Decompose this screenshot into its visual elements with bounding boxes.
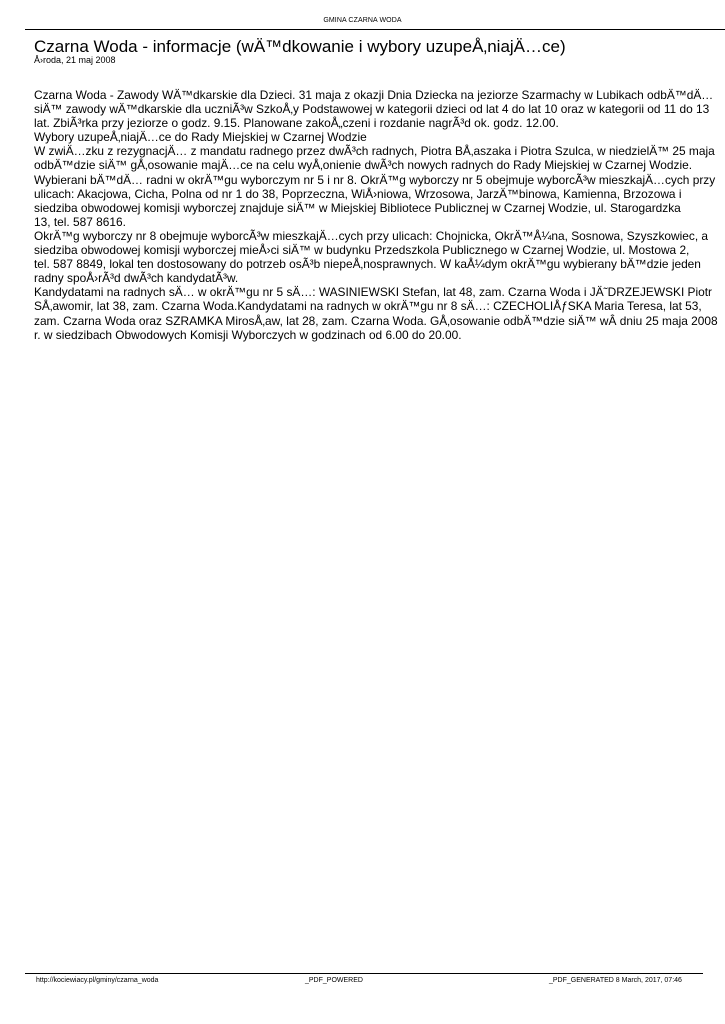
article-body (34, 88, 725, 342)
article-line: Czarna Woda - Zawody WÄ™dkarskie dla Dzieci. 31 maja z okazji Dnia Dziecka na jeziorze Szarmachy w Lubikach odbÄ™dÄ… (34, 88, 714, 102)
article-title: Czarna Woda - informacje (wÄ™dkowanie i wybory uzupeÅ‚niajÄ…ce) (34, 37, 566, 56)
footer-generated: _PDF_GENERATED 8 March, 2017, 07:46 (549, 977, 682, 984)
header-divider (25, 29, 725, 30)
footer-divider (25, 973, 703, 974)
article-line: Kandydatami na radnych sÄ… w okrÄ™gu nr 5 sÄ…: WASINIEWSKI Stefan, lat 48, zam. Czarna Woda i JÄ˜DRZEJEWSKI Piotr (34, 285, 713, 300)
article-line: W zwiÄ…zku z rezygnacjÄ… z mandatu radnego przez dwÃ³ch radnych, Piotra BÅ‚aszaka i Piotra Szulca, w niedzielÄ™ 25 maja (34, 144, 715, 159)
article-line: tel. 587 8849, lokal ten dostosowany do potrzeb osÃ³b niepeÅ‚nosprawnych. W kaÅ¼dym okrÄ™gu wybierany bÄ™dzie jeden (34, 257, 701, 272)
footer-powered: _PDF_POWERED (305, 977, 363, 984)
article-line: siedziba obwodowej komisji wyborczej znajduje siÄ™ w Miejskiej Bibliotece Publicznej w Czarnej Wodzie, ul. Starogardzka (34, 200, 681, 215)
article-line: SÅ‚awomir, lat 38, zam. Czarna Woda.Kandydatami na radnych w okrÄ™gu nr 8 sÄ…: CZECHOLIÅƒSKA Maria Teresa, lat 53, (34, 299, 702, 314)
article-line: OkrÄ™g wyborczy nr 8 obejmuje wyborcÃ³w mieszkajÄ…cych przy ulicach: Chojnicka, OkrÄ™Å¼na, Sosnowa, Szyszkowiec, a (34, 228, 709, 243)
article-date: Å›roda, 21 maj 2008 (34, 55, 116, 65)
article-line: lat. ZbiÃ³rka przy jeziorze o godz. 9.15. Planowane zakoÅ„czeni i rozdanie nagrÃ³d ok. godz. 12.00. (34, 116, 559, 131)
article-line: siedziba obwodowej komisji wyborczej mieÅ›ci siÄ™ w budynku Przedszkola Publicznego w Czarnej Wodzie, ul. Mostowa 2, (34, 243, 690, 258)
article-line: r. w siedzibach Obwodowych Komisji Wyborczych w godzinach od 6.00 do 20.00. (34, 327, 462, 342)
article-line: Wybierani bÄ™dÄ… radni w okrÄ™gu wyborczym nr 5 i nr 8. OkrÄ™g wyborczy nr 5 obejmuje wyborcÃ³w mieszkajÄ…cych przy (34, 172, 716, 187)
article-line: 13, tel. 587 8616. (34, 214, 126, 229)
article-line: ulicach: Akacjowa, Cicha, Polna od nr 1 do 38, Poprzeczna, WiÅ›niowa, Wrzosowa, JarzÄ™binowa, Kamienna, Brzozowa i (34, 186, 682, 201)
article-line: radny spoÅ›rÃ³d dwÃ³ch kandydatÃ³w. (34, 271, 239, 286)
article-subheading: Wybory uzupeÅ‚niajÄ…ce do Rady Miejskiej w Czarnej Wodzie (34, 130, 367, 145)
footer-url: http://kociewiacy.pl/gminy/czarna_woda (36, 977, 159, 984)
article-line: odbÄ™dzie siÄ™ gÅ‚osowanie majÄ…ce na celu wyÅ‚onienie dwÃ³ch nowych radnych do Rady Miejskiej w Czarnej Wodzie. (34, 158, 693, 173)
article-line: zam. Czarna Woda oraz SZRAMKA MirosÅ‚aw, lat 28, zam. Czarna Woda. GÅ‚osowanie odbÄ™dzie siÄ™ wÂ dniu 25 maja 2008 (34, 313, 718, 328)
site-header: GMINA CZARNA WODA (323, 17, 402, 24)
article-line: siÄ™ zawody wÄ™dkarskie dla uczniÃ³w SzkoÅ‚y Podstawowej w kategorii dzieci od lat 4 do lat 10 oraz w kategorii od 11 do 13 (34, 102, 710, 117)
